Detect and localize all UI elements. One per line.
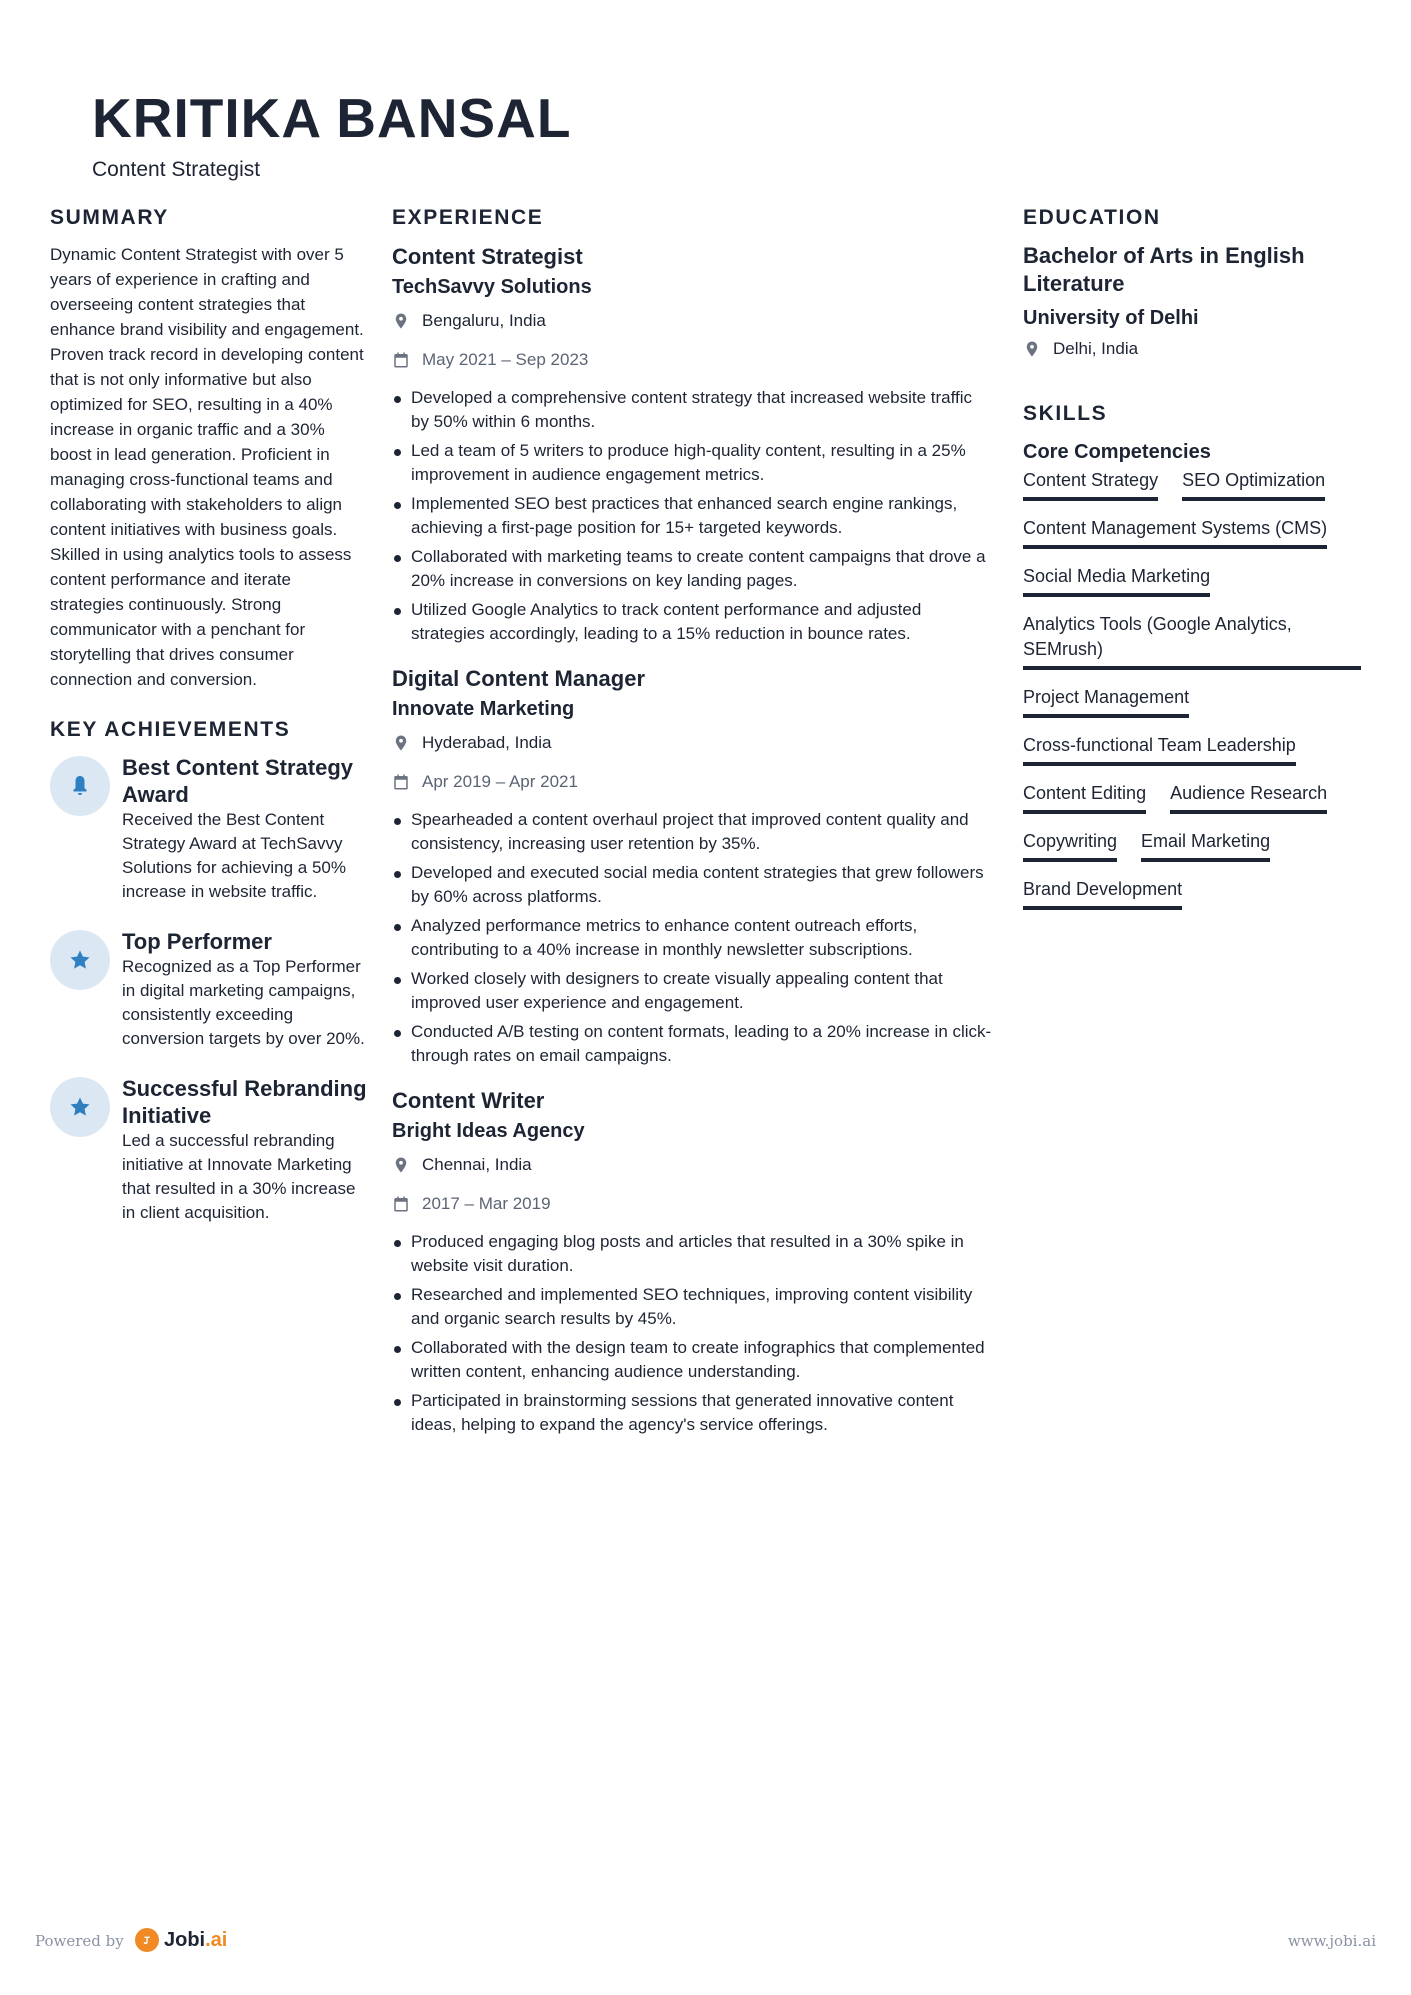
summary-heading: SUMMARY xyxy=(50,206,169,229)
skill-tag: Audience Research xyxy=(1170,781,1327,814)
job-entry xyxy=(392,242,992,646)
skill-tag: Project Management xyxy=(1023,685,1189,718)
job-entry xyxy=(392,1086,992,1437)
right-column xyxy=(1023,206,1368,910)
education-heading: EDUCATION xyxy=(1023,206,1161,229)
skill-tag: Cross-functional Team Leadership xyxy=(1023,733,1296,766)
bullet-item: Developed and executed social media content strategies that grew followers by 60% across platforms. xyxy=(392,861,992,909)
achievement-title: Best Content Strategy Award xyxy=(122,755,354,807)
powered-by-text: Powered by xyxy=(35,1932,124,1950)
bullet-item: Analyzed performance metrics to enhance content outreach efforts, contributing to a 40% increase in monthly newsletter subscriptions. xyxy=(392,914,992,962)
map-pin-icon xyxy=(392,1156,410,1174)
education-location xyxy=(1023,336,1368,362)
achievement-description: Received the Best Content Strategy Award at TechSavvy Solutions for achieving a 50% increase in website traffic. xyxy=(122,810,346,901)
job-dates xyxy=(392,769,992,795)
skill-tag: Content Management Systems (CMS) xyxy=(1023,516,1327,549)
left-column xyxy=(50,206,368,1249)
calendar-icon xyxy=(392,351,410,369)
achievements-section xyxy=(50,718,368,1225)
skills-section xyxy=(1023,402,1368,910)
achievement-title: Top Performer xyxy=(122,929,272,954)
dates-text: 2017 – Mar 2019 xyxy=(422,1194,551,1213)
bullet-item: Implemented SEO best practices that enhanced search engine rankings, achieving a first-page position for 15+ targeted keywords. xyxy=(392,492,992,540)
job-role: Content Writer xyxy=(392,1088,545,1113)
location-text: Chennai, India xyxy=(422,1155,532,1174)
calendar-icon xyxy=(392,773,410,791)
achievement-description: Led a successful rebranding initiative at Innovate Marketing that resulted in a 30% increase in client acquisition. xyxy=(122,1131,356,1222)
candidate-title: Content Strategist xyxy=(92,158,261,181)
dates-text: Apr 2019 – Apr 2021 xyxy=(422,772,578,791)
map-pin-icon xyxy=(392,734,410,752)
star-icon xyxy=(50,930,110,990)
achievement-item xyxy=(50,1075,368,1225)
job-company: Innovate Marketing xyxy=(392,698,575,720)
star-icon xyxy=(50,1077,110,1137)
job-bullets xyxy=(392,386,992,646)
job-entry xyxy=(392,664,992,1068)
job-company: Bright Ideas Agency xyxy=(392,1120,585,1142)
achievement-title: Successful Rebranding Initiative xyxy=(122,1076,367,1128)
job-dates xyxy=(392,1191,992,1217)
trophy-icon xyxy=(50,756,110,816)
achievements-heading: KEY ACHIEVEMENTS xyxy=(50,718,291,741)
jobi-logo-text: Jobi.ai xyxy=(164,1928,228,1951)
bullet-item: Developed a comprehensive content strategy that increased website traffic by 50% within 6 months. xyxy=(392,386,992,434)
achievement-item xyxy=(50,754,368,904)
dates-text: May 2021 – Sep 2023 xyxy=(422,350,589,369)
candidate-name: KRITIKA BANSAL xyxy=(92,87,572,149)
bullet-item: Worked closely with designers to create visually appealing content that improved user experience and engagement. xyxy=(392,967,992,1015)
job-role: Digital Content Manager xyxy=(392,666,646,691)
footer xyxy=(0,1928,1411,1958)
experience-section xyxy=(392,206,992,1455)
job-location xyxy=(392,308,992,334)
experience-heading: EXPERIENCE xyxy=(392,206,544,229)
skill-tag: Analytics Tools (Google Analytics, SEMrush) xyxy=(1023,612,1361,670)
skill-tag: Social Media Marketing xyxy=(1023,564,1210,597)
bullet-item: Collaborated with the design team to create infographics that complemented written content, enhancing audience understanding. xyxy=(392,1336,992,1384)
bullet-item: Utilized Google Analytics to track content performance and adjusted strategies accordingly, leading to a 15% reduction in bounce rates. xyxy=(392,598,992,646)
achievement-description: Recognized as a Top Performer in digital marketing campaigns, consistently exceeding conversion targets by over 20%. xyxy=(122,957,365,1048)
bullet-item: Conducted A/B testing on content formats, leading to a 20% increase in click-through rates on email campaigns. xyxy=(392,1020,992,1068)
job-location xyxy=(392,1152,992,1178)
achievement-item xyxy=(50,928,368,1051)
jobi-logo-link[interactable] xyxy=(135,1928,227,1952)
location-text: Hyderabad, India xyxy=(422,733,552,752)
bullet-item: Led a team of 5 writers to produce high-quality content, resulting in a 25% improvement in audience engagement metrics. xyxy=(392,439,992,487)
job-bullets xyxy=(392,808,992,1068)
job-bullets xyxy=(392,1230,992,1437)
skill-list xyxy=(1023,468,1368,910)
skills-heading: SKILLS xyxy=(1023,402,1108,425)
map-pin-icon xyxy=(392,312,410,330)
bullet-item: Participated in brainstorming sessions that generated innovative content ideas, helping to expand the agency's service offerings. xyxy=(392,1389,992,1437)
education-degree: Bachelor of Arts in English Literature xyxy=(1023,243,1305,296)
location-text: Delhi, India xyxy=(1053,339,1139,358)
bullet-item: Collaborated with marketing teams to create content campaigns that drove a 20% increase in conversions on key landing pages. xyxy=(392,545,992,593)
website-link[interactable]: www.jobi.ai xyxy=(1287,1932,1376,1950)
skill-tag: Content Editing xyxy=(1023,781,1146,814)
map-pin-icon xyxy=(1023,340,1041,358)
skill-group-title: Core Competencies xyxy=(1023,441,1211,463)
job-company: TechSavvy Solutions xyxy=(392,276,592,298)
skill-tag: Brand Development xyxy=(1023,877,1182,910)
bullet-item: Researched and implemented SEO techniques, improving content visibility and organic search results by 45%. xyxy=(392,1283,992,1331)
skill-tag: Content Strategy xyxy=(1023,468,1158,501)
calendar-icon xyxy=(392,1195,410,1213)
jobi-logo-icon xyxy=(135,1928,159,1952)
skill-tag: Email Marketing xyxy=(1141,829,1270,862)
bullet-item: Produced engaging blog posts and articles that resulted in a 30% spike in website visit duration. xyxy=(392,1230,992,1278)
education-school: University of Delhi xyxy=(1023,307,1199,329)
job-dates xyxy=(392,347,992,373)
job-location xyxy=(392,730,992,756)
job-role: Content Strategist xyxy=(392,244,583,269)
summary-text: Dynamic Content Strategist with over 5 years of experience in crafting and overseeing content strategies that enhance brand visibility and engagement. Proven track record in developing content that is not only informative but also optimized for SEO, resulting in a 40% increase in organic traffic and a 30% boost in lead generation. Proficient in managing cross-functional teams and collaborating with stakeholders to align content initiatives with business goals. Skilled in using analytics tools to assess content performance and iterate strategies continuously. Strong communicator with a penchant for storytelling that drives consumer connection and conversion. xyxy=(50,245,364,689)
location-text: Bengaluru, India xyxy=(422,311,546,330)
skill-tag: Copywriting xyxy=(1023,829,1117,862)
bullet-item: Spearheaded a content overhaul project that improved content quality and consistency, increasing user retention by 35%. xyxy=(392,808,992,856)
skill-tag: SEO Optimization xyxy=(1182,468,1325,501)
